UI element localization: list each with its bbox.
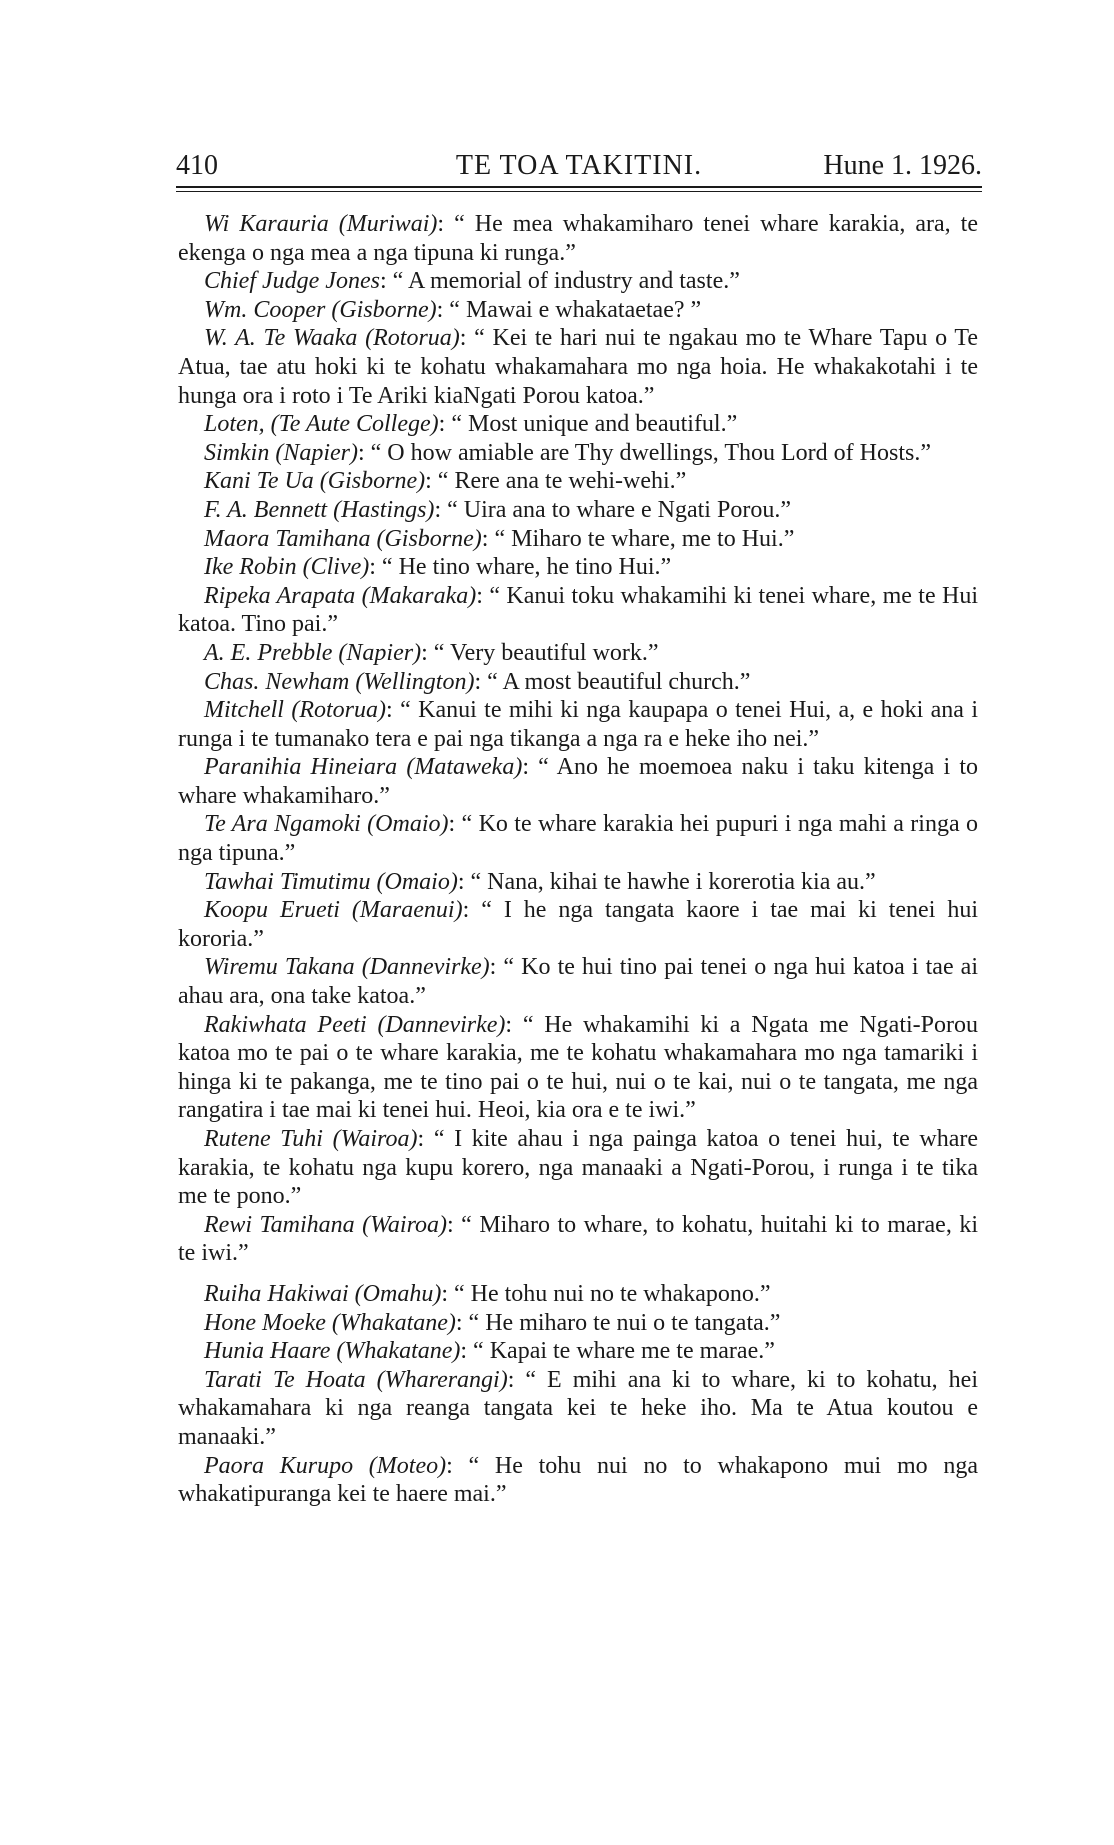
header-rule-thin — [176, 191, 982, 192]
comment-entry — [178, 496, 978, 525]
comment-text: : “ O how amiable are Thy dwellings, Thou Lord of Hosts.” — [357, 439, 931, 466]
comment-entry — [178, 868, 978, 897]
comment-entry — [178, 267, 978, 296]
commenter-name: Wm. Cooper (Gisborne) — [204, 296, 437, 323]
commenter-name: Rutene Tuhi (Wairoa) — [204, 1126, 418, 1152]
comment-entry — [178, 753, 978, 810]
comment-entry — [178, 810, 978, 867]
comment-text: : “ A memorial of industry and taste.” — [379, 268, 740, 295]
commenter-name: Rakiwhata Peeti (Dannevirke) — [204, 1011, 506, 1038]
comment-text: : “ Rere ana te wehi-wehi.” — [425, 468, 687, 495]
commenter-name: Simkin (Napier) — [204, 439, 358, 466]
comment-text: : “ Kanui te mihi ki nga kaupapa o tenei Hui, a, e hoki ana i runga i te tumanako tera e pai nga tikanga a nga ra e heke iho nei.” — [178, 697, 978, 752]
commenter-name: Ruiha Hakiwai (Omahu) — [204, 1280, 442, 1307]
comment-entry — [178, 1211, 978, 1268]
comment-entry — [178, 525, 978, 554]
comment-text: : “ Uira ana to whare e Ngati Porou.” — [434, 496, 791, 523]
running-header — [176, 150, 982, 186]
comment-entry — [178, 1309, 978, 1338]
comment-text: : “ Most unique and beautiful.” — [438, 411, 738, 438]
comment-entry — [178, 324, 978, 410]
commenter-name: Hone Moeke (Whakatane) — [204, 1309, 456, 1336]
commenter-name: Kani Te Ua (Gisborne) — [204, 468, 426, 495]
comment-entry — [178, 1366, 978, 1452]
comment-text: : “ I he nga tangata kaore i tae mai ki tenei hui kororia.” — [178, 897, 979, 952]
commenter-name: Paranihia Hineiara (Mataweka) — [204, 754, 523, 781]
commenter-name: Hunia Haare (Whakatane) — [204, 1338, 461, 1365]
comment-text: : “ Miharo to whare, to kohatu, huitahi ki to marae, ki te iwi.” — [178, 1211, 978, 1267]
commenter-name: W. A. Te Waaka (Rotorua) — [204, 325, 460, 352]
comment-entry — [178, 639, 978, 668]
comment-text: : “ Ko te whare karakia hei pupuri i nga mahi a ringa o nga tipuna.” — [178, 811, 978, 867]
comment-entry — [178, 953, 978, 1010]
issue-date: Hune 1. 1926. — [823, 150, 982, 181]
comment-entry — [178, 582, 978, 639]
comment-text: : “ Miharo te whare, me to Hui.” — [481, 525, 795, 552]
comment-entry — [178, 210, 978, 267]
page-number: 410 — [176, 150, 218, 181]
header-rule — [176, 186, 982, 188]
comment-entry — [178, 467, 978, 496]
comment-text: : “ E mihi ana ki to whare, ki to kohatu, hei whakamahara ki nga reanga tangata kei te heke iho. Ma te Atua koutou e manaaki.” — [178, 1366, 978, 1450]
comment-text: : “ Ko te hui tino pai tenei o nga hui katoa i tae ai ahau ara, ona take katoa.” — [178, 954, 978, 1010]
comment-entry — [178, 668, 978, 697]
comment-text: : “ He tohu nui no to whakapono mui mo nga whakatipuranga kei te haere mai.” — [178, 1452, 978, 1508]
comment-text: : “ He mea whakamiharo tenei whare karakia, ara, te ekenga o nga mea a nga tipuna ki runga.” — [178, 211, 978, 266]
commenter-name: Tarati Te Hoata (Wharerangi) — [204, 1366, 508, 1393]
comment-text: : “ Mawai e whakataetae? ” — [436, 296, 702, 323]
comment-text: : “ Kapai te whare me te marae.” — [460, 1338, 775, 1365]
commenter-name: Rewi Tamihana (Wairoa) — [204, 1211, 448, 1238]
comment-entry — [178, 1337, 978, 1366]
journal-title: TE TOA TAKITINI. — [455, 150, 703, 181]
comment-text: : “ Very beautiful work.” — [421, 639, 659, 666]
commenter-name: Chief Judge Jones — [204, 268, 380, 295]
comment-text: : “ He whakamihi ki a Ngata me Ngati-Porou katoa mo te pai o te whare karakia, me te kohatu whakamahara mo nga tamariki i hinga ki te pakanga, me te tino pai o te hui, nui o te kai, nui o te tangata, me nga rangatira i tae mai ki tenei hui. Heoi, kia ora e te iwi.” — [178, 1011, 978, 1124]
comment-entry — [178, 1125, 978, 1211]
visitor-comments — [178, 210, 978, 1509]
commenter-name: Chas. Newham (Wellington) — [204, 668, 475, 695]
comment-entry — [178, 1011, 978, 1125]
comment-entry — [178, 439, 978, 468]
commenter-name: Loten, (Te Aute College) — [204, 411, 439, 438]
comment-entry — [178, 1452, 978, 1509]
comment-text: : “ Kei te hari nui te ngakau mo te Whare Tapu o Te Atua, tae atu hoki ki te kohatu whakamahara mo nga hoia. He whakakotahi i te hunga ora i roto i Te Ariki kiaNgati Porou katoa.” — [178, 325, 978, 409]
comment-entry — [178, 296, 978, 325]
commenter-name: F. A. Bennett (Hastings) — [204, 496, 435, 523]
commenter-name: Wi Karauria (Muriwai) — [204, 211, 438, 237]
commenter-name: Maora Tamihana (Gisborne) — [204, 525, 482, 552]
comment-entry — [178, 696, 978, 753]
comment-entry — [178, 1280, 978, 1309]
commenter-name: Ike Robin (Clive) — [204, 554, 370, 581]
comment-text: : “ Ano he moemoea naku i taku kitenga i to whare whakamiharo.” — [178, 754, 978, 809]
comment-entry — [178, 896, 978, 953]
commenter-name: Paora Kurupo (Moteo) — [204, 1452, 447, 1479]
commenter-name: A. E. Prebble (Napier) — [204, 639, 422, 666]
comment-entry — [178, 410, 978, 439]
commenter-name: Te Ara Ngamoki (Omaio) — [204, 811, 449, 838]
comment-text: : “ Kanui toku whakamihi ki tenei whare, me te Hui katoa. Tino pai.” — [178, 582, 978, 638]
comment-text: : “ Nana, kihai te hawhe i korerotia kia au.” — [457, 868, 876, 895]
comment-text: : “ I kite ahau i nga painga katoa o tenei hui, te whare karakia, te kohatu nga kupu korero, nga manaaki a Ngati-Porou, i runga i te tika me te pono.” — [178, 1126, 978, 1210]
comment-text: : “ He miharo te nui o te tangata.” — [455, 1309, 781, 1336]
comment-text: : “ He tino whare, he tino Hui.” — [369, 554, 672, 581]
commenter-name: Ripeka Arapata (Makaraka) — [204, 582, 477, 609]
commenter-name: Tawhai Timutimu (Omaio) — [204, 868, 458, 895]
comment-text: : “ A most beautiful church.” — [474, 668, 751, 695]
comment-text: : “ He tohu nui no te whakapono.” — [441, 1280, 771, 1307]
commenter-name: Mitchell (Rotorua) — [204, 697, 387, 724]
commenter-name: Wiremu Takana (Dannevirke) — [204, 954, 490, 981]
commenter-name: Koopu Erueti (Maraenui) — [204, 897, 463, 924]
comment-entry — [178, 553, 978, 582]
